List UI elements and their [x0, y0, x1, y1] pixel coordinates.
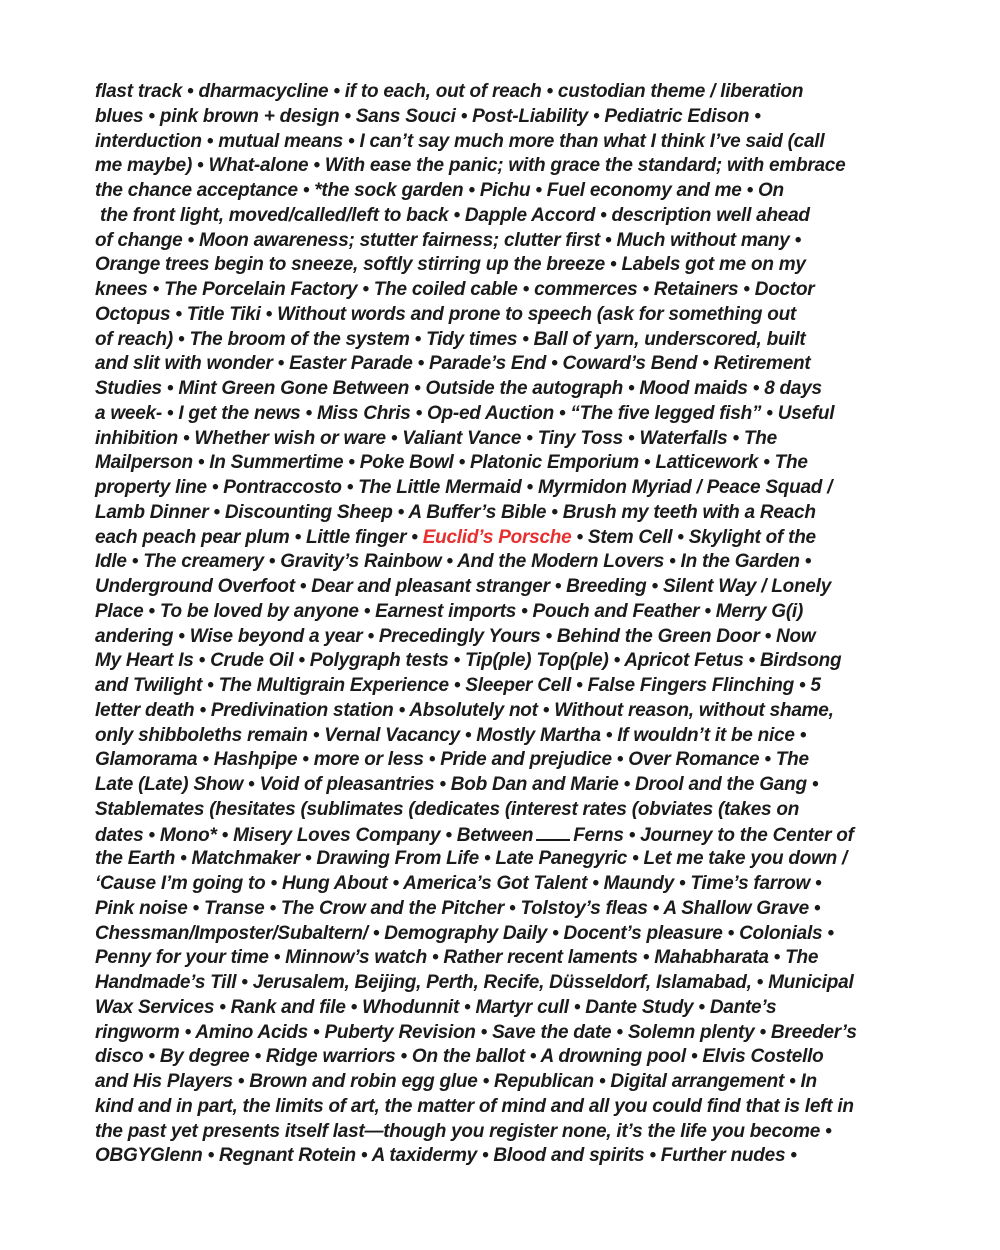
text-line: ‘Cause I’m going to • Hung About • America’s Got Talent • Maundy • Time’s farrow •	[95, 873, 822, 894]
text-line: a week- • I get the news • Miss Chris • Op-ed Auction • “The five legged fish” • Useful	[95, 402, 835, 424]
text-line: and slit with wonder • Easter Parade • Parade’s End • Coward’s Bend • Retirement	[95, 353, 811, 375]
text-line: Octopus • Title Tiki • Without words and prone to speech (ask for something out	[95, 303, 797, 325]
text-line: My Heart Is • Crude Oil • Polygraph tests • Tip(ple) Top(ple) • Apricot Fetus • Birdsong	[95, 650, 842, 672]
text-line: kind and in part, the limits of art, the matter of mind and all you could find that is left in	[95, 1095, 854, 1117]
text-line: and Twilight • The Multigrain Experience • Sleeper Cell • False Fingers Flinching • 5	[95, 675, 821, 696]
text-line: interduction • mutual means • I can’t say much more than what I think I’ve said (call	[95, 130, 825, 152]
text-segment: each peach pear plum • Little finger •	[95, 526, 423, 548]
text-line: Late (Late) Show • Void of pleasantries • Bob Dan and Marie • Drool and the Gang •	[95, 774, 819, 795]
text-line: only shibboleths remain • Vernal Vacancy • Mostly Martha • If wouldn’t it be nice •	[95, 724, 807, 746]
text-line: Studies • Mint Green Gone Between • Outside the autograph • Mood maids • 8 days	[95, 378, 822, 399]
text-block	[95, 80, 945, 1169]
text-line: flast track • dharmacycline • if to each, out of reach • custodian theme / liberation	[95, 81, 804, 102]
text-line: disco • By degree • Ridge warriors • On the ballot • A drowning pool • Elvis Costello	[95, 1046, 824, 1068]
text-line: Wax Services • Rank and file • Whodunnit • Martyr cull • Dante Study • Dante’s	[95, 996, 777, 1018]
text-line: the front light, moved/called/left to back • Dapple Accord • description well ahead	[95, 204, 810, 226]
text-line: Handmade’s Till • Jerusalem, Beijing, Perth, Recife, Düsseldorf, Islamabad, • Municipal	[95, 972, 854, 993]
text-line: Stablemates (hesitates (sublimates (dedicates (interest rates (obviates (takes on	[95, 798, 800, 820]
text-line: Chessman/Imposter/Subaltern/ • Demography Daily • Docent’s pleasure • Colonials •	[95, 922, 834, 944]
text-line: of change • Moon awareness; stutter fairness; clutter first • Much without many •	[95, 229, 801, 251]
text-line: Underground Overfoot • Dear and pleasant stranger • Breeding • Silent Way / Lonely	[95, 576, 832, 597]
text-line: me maybe) • What-alone • With ease the panic; with grace the standard; with embrace	[95, 155, 846, 177]
text-segment: Ferns • Journey to the Center of	[573, 824, 854, 846]
text-line: Pink noise • Transe • The Crow and the Pitcher • Tolstoy’s fleas • A Shallow Grave •	[95, 897, 821, 919]
blank-underline	[536, 823, 570, 841]
text-line: Lamb Dinner • Discounting Sheep • A Buffer’s Bible • Brush my teeth with a Reach	[95, 501, 816, 523]
text-line: the Earth • Matchmaker • Drawing From Life • Late Panegyric • Let me take you down /	[95, 848, 848, 870]
text-line: and His Players • Brown and robin egg glue • Republican • Digital arrangement • In	[95, 1071, 817, 1092]
text-line-with-blank	[95, 823, 945, 848]
text-line: Mailperson • In Summertime • Poke Bowl • Platonic Emporium • Latticework • The	[95, 452, 808, 474]
text-line: Idle • The creamery • Gravity’s Rainbow • And the Modern Lovers • In the Garden •	[95, 551, 812, 573]
text-line: Glamorama • Hashpipe • more or less • Pride and prejudice • Over Romance • The	[95, 749, 809, 771]
text-line: the chance acceptance • *the sock garden • Pichu • Fuel economy and me • On	[95, 180, 784, 201]
text-line: the past yet presents itself last—though you register none, it’s the life you become •	[95, 1120, 832, 1142]
highlighted-title: Euclid’s Porsche	[422, 526, 572, 548]
text-line: property line • Pontraccosto • The Little Mermaid • Myrmidon Myriad / Peace Squad /	[95, 477, 833, 498]
text-line-with-highlight	[95, 526, 945, 551]
text-line: blues • pink brown + design • Sans Souci • Post-Liability • Pediatric Edison •	[95, 105, 761, 127]
text-line: knees • The Porcelain Factory • The coiled cable • commerces • Retainers • Doctor	[95, 279, 815, 300]
text-line: Place • To be loved by anyone • Earnest imports • Pouch and Feather • Merry G(i)	[95, 600, 804, 622]
text-segment: • Stem Cell • Skylight of the	[571, 526, 816, 548]
text-line: ringworm • Amino Acids • Puberty Revision • Save the date • Solemn plenty • Breeder’s	[95, 1021, 857, 1043]
text-segment: dates • Mono* • Misery Loves Company • Between	[95, 824, 534, 846]
text-line: andering • Wise beyond a year • Precedingly Yours • Behind the Green Door • Now	[95, 625, 816, 647]
text-line: OBGYGlenn • Regnant Rotein • A taxidermy • Blood and spirits • Further nudes •	[95, 1145, 797, 1167]
text-line: Penny for your time • Minnow’s watch • Rather recent laments • Mahabharata • The	[95, 947, 819, 969]
text-line: of reach) • The broom of the system • Tidy times • Ball of yarn, underscored, built	[95, 328, 806, 350]
text-line: inhibition • Whether wish or ware • Valiant Vance • Tiny Toss • Waterfalls • The	[95, 427, 777, 449]
text-line: Orange trees begin to sneeze, softly stirring up the breeze • Labels got me on my	[95, 254, 806, 276]
text-line: letter death • Predivination station • Absolutely not • Without reason, without shame,	[95, 699, 834, 721]
